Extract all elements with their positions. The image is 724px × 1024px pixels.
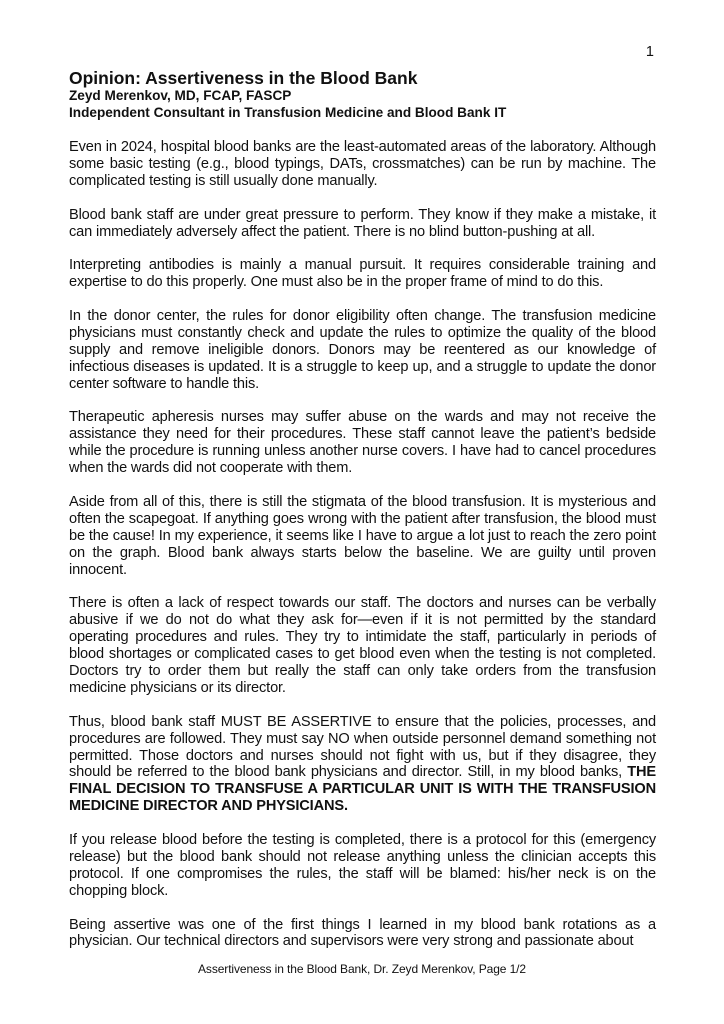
final-decision-emphasis: THE FINAL DECISION TO TRANSFUSE A PARTICULAR UNIT IS WITH THE TRANSFUSION MEDICINE DIRECTOR AND PHYSICIANS. xyxy=(69,764,656,815)
author-line: Zeyd Merenkov, MD, FCAP, FASCP xyxy=(69,88,292,103)
paragraph: Therapeutic apheresis nurses may suffer abuse on the wards and may not receive the assistance they need for their procedures. These staff cannot leave the patient’s bedside while the procedure is running unless another nurse covers. I have had to cancel procedures when the wards did not cooperate with them. xyxy=(69,409,656,477)
article-title: Opinion: Assertiveness in the Blood Bank xyxy=(69,68,418,88)
assertive-paragraph xyxy=(69,714,656,815)
paragraph: Being assertive was one of the first things I learned in my blood bank rotations as a physician. Our technical directors and supervisors were very strong and passionate about xyxy=(69,916,656,950)
page-footer: Assertiveness in the Blood Bank, Dr. Zeyd Merenkov, Page 1/2 xyxy=(198,962,526,976)
paragraph: Blood bank staff are under great pressure to perform. They know if they make a mistake, it can immediately adversely affect the patient. There is no blind button-pushing at all. xyxy=(69,206,656,240)
paragraph: Aside from all of this, there is still the stigmata of the blood transfusion. It is mysterious and often the scapegoat. If anything goes wrong with the patient after transfusion, the blood must be the cause! In my experience, it seems like I have to argue a lot just to reach the zero point on the graph. Blood bank always starts below the baseline. We are guilty until proven innocent. xyxy=(69,493,656,578)
paragraph: Interpreting antibodies is mainly a manual pursuit. It requires considerable training and expertise to do this properly. One must also be in the proper frame of mind to do this. xyxy=(69,257,656,291)
paragraph: If you release blood before the testing is completed, there is a protocol for this (emergency release) but the blood bank should not release anything unless the clinician accepts this protocol. If one compromises the rules, the staff will be blamed: his/her neck is on the chopping block. xyxy=(69,832,656,899)
assertive-paragraph-text: Thus, blood bank staff MUST BE ASSERTIVE to ensure that the policies, processes, and procedures are followed. They must say NO when outside personnel demand something not permitted. Those doctors and nurses should not fight with us, but if they disagree, they should be referred to the blood bank physicians and director. Still, in my blood banks, xyxy=(69,713,656,781)
affiliation-line: Independent Consultant in Transfusion Medicine and Blood Bank IT xyxy=(69,104,507,120)
paragraph: Even in 2024, hospital blood banks are the least-automated areas of the laboratory. Although some basic testing (e.g., blood typings, DATs, crossmatches) can be run by machine. The complicated testing is still usually done manually. xyxy=(69,139,656,189)
document-body xyxy=(69,68,656,967)
page-number: 1 xyxy=(645,44,654,60)
paragraph: There is often a lack of respect towards our staff. The doctors and nurses can be verbally abusive if we do not do what they ask for—even if it is not permitted by the standard operating procedures and rules. They try to intimidate the staff, particularly in periods of blood shortages or complicated cases to get blood even when the testing is not completed. Doctors try to order them but really the staff can only take orders from the transfusion medicine physicians or its director. xyxy=(69,595,656,696)
paragraph: In the donor center, the rules for donor eligibility often change. The transfusion medicine physicians must constantly check and update the rules to optimize the quality of the blood supply and remove ineligible donors. Donors may be reentered as our knowledge of infectious diseases is updated. It is a struggle to keep up, and a struggle to update the donor center software to handle this. xyxy=(69,308,656,392)
